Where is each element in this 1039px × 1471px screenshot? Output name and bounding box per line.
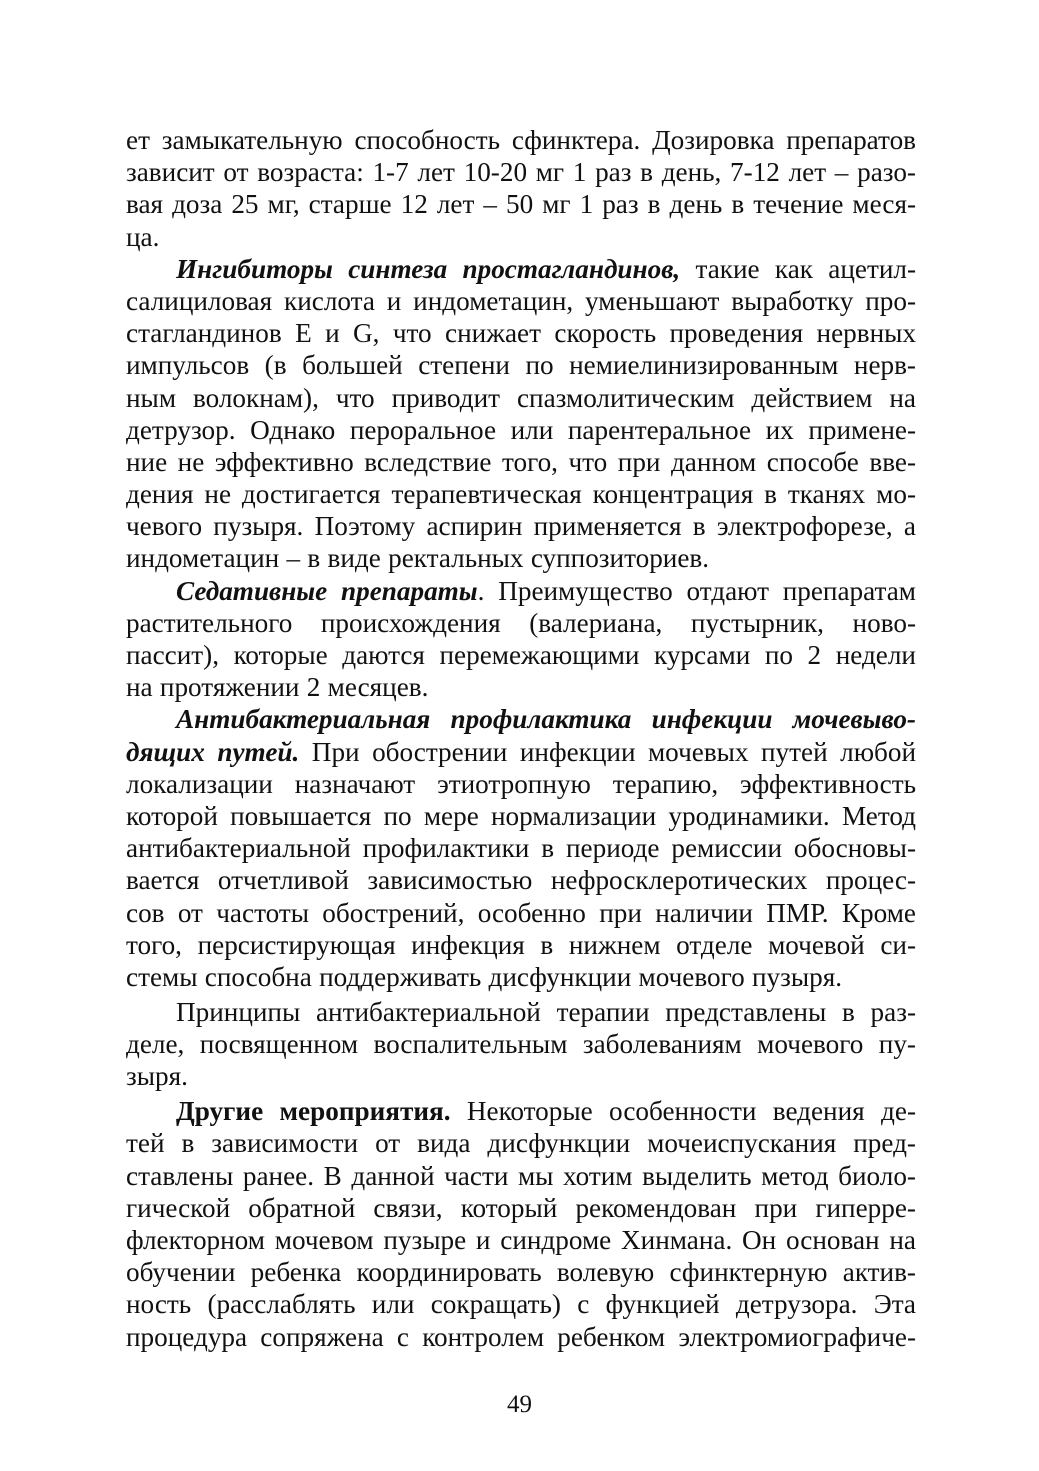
text-line: растительного происхождения (валериана, пустырник, ново- [126, 607, 916, 638]
page-text [126, 124, 916, 1353]
text-run: При обострении инфекции мочевых путей любой [299, 736, 916, 767]
text-line: локализации назначают этиотропную терапию, эффективность [126, 768, 916, 799]
paragraph [126, 124, 916, 253]
text-line: сов от частоты обострений, особенно при наличии ПМР. Кроме [126, 897, 916, 928]
text-line: ца. [126, 221, 160, 252]
text-line: Принципы антибактериальной терапии представлены в раз- [176, 996, 916, 1027]
text-line [126, 575, 916, 607]
paragraph [126, 575, 916, 704]
text-line: зыря. [126, 1061, 188, 1092]
text-line: ность (расслаблять или сокращать) с функцией детрузора. Эта [126, 1289, 916, 1320]
paragraph-heading: Седативные препараты [176, 575, 478, 606]
text-line: которой повышается по мере нормализации уродинамики. Метод [126, 800, 916, 831]
text-line: обучении ребенка координировать волевую сфинктерную актив- [126, 1257, 916, 1288]
text-line: деле, посвященном воспалительным заболеваниям мочевого пу- [126, 1029, 916, 1060]
paragraph [126, 703, 916, 993]
text-line: дения не достигается терапевтическая концентрация в тканях мо- [126, 479, 916, 510]
text-line: того, персистирующая инфекция в нижнем отделе мочевой си- [126, 929, 916, 960]
paragraph-heading: дящих путей. [126, 736, 300, 767]
text-run: Некоторые особенности ведения де- [450, 1096, 916, 1127]
text-line [126, 253, 916, 285]
text-line: вается отчетливой зависимостью нефросклеротических процес- [126, 865, 916, 896]
text-line: чевого пузыря. Поэтому аспирин применяется в электрофорезе, а [126, 511, 916, 542]
text-line: стагландинов E и G, что снижает скорость проведения нервных [126, 318, 916, 349]
text-line: ставлены ранее. В данной части мы хотим выделить метод биоло- [126, 1160, 916, 1191]
text-line: ет замыкательную способность сфинктера. Дозировка препаратов [126, 125, 916, 155]
text-run: такие как ацетил- [680, 253, 917, 284]
text-line: ным волокнам), что приводит спазмолитическим действием на [126, 382, 916, 413]
text-line: антибактериальной профилактики в периоде ремиссии обосновы- [126, 833, 916, 864]
text-line: процедура сопряжена с контролем ребенком электромиографиче- [126, 1321, 916, 1352]
text-line: детрузор. Однако пероральное или парентеральное их примене- [126, 414, 916, 445]
text-line: флекторном мочевом пузыре и синдроме Хинмана. Он основан на [126, 1224, 916, 1255]
text-line: тей в зависимости от вида дисфункции мочеиспускания пред- [126, 1128, 916, 1159]
text-line: зависит от возраста: 1-7 лет 10-20 мг 1 раз в день, 7-12 лет – разо- [126, 157, 916, 188]
text-line: на протяжении 2 месяцев. [126, 672, 429, 703]
text-line [126, 1095, 916, 1127]
text-line: импульсов (в большей степени по немиелинизированным нерв- [126, 350, 916, 381]
paragraph [126, 253, 916, 575]
page-number: 49 [507, 1391, 532, 1418]
text-line: ние не эффективно вследствие того, что при данном способе вве- [126, 446, 916, 477]
paragraph [126, 996, 916, 1093]
text-line: пассит), которые даются перемежающими курсами по 2 недели [126, 640, 916, 670]
text-line: индометацин – в виде ректальных суппозиториев. [126, 543, 710, 574]
text-line: вая доза 25 мг, старше 12 лет – 50 мг 1 раз в день в течение меся- [126, 189, 916, 220]
paragraph [126, 1095, 916, 1353]
text-line: гической обратной связи, который рекомендован при гиперре- [126, 1192, 916, 1223]
text-run: . Преимущество отдают препаратам [477, 575, 916, 606]
text-line: стемы способна поддерживать дисфункции мочевого пузыря. [126, 961, 843, 992]
text-line [126, 736, 916, 768]
paragraph-heading: Ингибиторы синтеза простагландинов, [176, 253, 681, 284]
paragraph-heading: Другие мероприятия. [176, 1096, 451, 1127]
paragraph-heading: Антибактериальная профилактика инфекции мочевыво- [176, 704, 916, 735]
text-line [126, 703, 916, 735]
text-line: салициловая кислота и индометацин, уменьшают выработку про- [126, 285, 916, 316]
